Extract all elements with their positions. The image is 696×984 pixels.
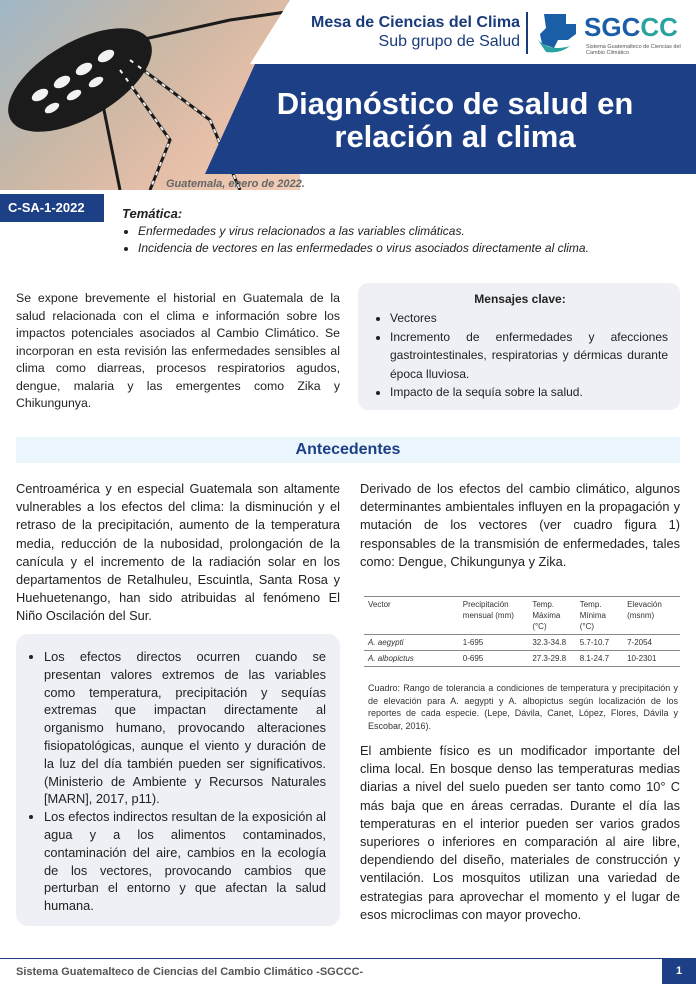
org-title-line1: Mesa de Ciencias del Clima [311, 14, 520, 31]
table-cell: 10-2301 [623, 651, 680, 667]
microclimate-paragraph: El ambiente físico es un modificador importante del clima local. En bosque denso las temperaturas medias diarias a nivel del suelo pueden ser tanto como 10° C más baja que en áreas cerradas. Durante el día las temperaturas en el interior pueden ser varios grados superiores o inferiores en comparación al aire libre, dependiendo del diseño, materiales de construcción y ventilación. Los mosquitos utilizan una variedad de estrategias para aprovechar el momento y el lugar de esos microclimas con mayor provecho. [360, 743, 680, 922]
tematica-item: • Enfermedades y virus relacionados a las variables climáticas. [138, 223, 682, 240]
page-title [245, 87, 665, 153]
table-header-cell: Elevación (msnm) [623, 597, 680, 635]
publication-date: Guatemala, enero de 2022. [166, 178, 305, 190]
table-cell: 7-2054 [623, 635, 680, 651]
effect-item: • Los efectos directos ocurren cuando se presentan valores extremos de las variables como temperatura, precipitación y sequías extremas que impactan directamente al organismo humano, provocando alteraciones fisiopatológicas, aunque el viento y duración de la luz del día también pueden ser significativos. (Ministerio de Ambiente y Recursos Naturales [MARN], 2017, p11). [44, 648, 326, 808]
table-caption: Cuadro: Rango de tolerancia a condiciones de temperatura y precipitación y de elevación para A. aegypti y A. albopictus según localización de los reportes de cada especie. (Lepe, Dávila, Canet, López, Flores, Dávila y Escobar, 2016). [368, 683, 678, 731]
effects-list [28, 648, 326, 915]
vectors-paragraph: Derivado de los efectos del cambio climático, algunos determinantes ambientales influyen en la propagación y mutación de los vectores (ver cuadro figura 1) responsables de la transmisión de enfermedades, tales como: Dengue, Chikungunya y Zika. [360, 481, 680, 569]
footer-text: Sistema Guatemalteco de Ciencias del Cambio Climático -SGCCC- [16, 966, 364, 978]
antecedentes-paragraph: Centroamérica y en especial Guatemala son altamente vulnerables a los efectos del clima: la disminución y el retraso de la precipitación, aumento de la temperatura media, reducción de la nubosidad, prolongación de la canícula y el incremento de la radiación solar en los departamentos de Retalhuleu, Escuintla, Santa Rosa y Huehuetenango, han sido atribuidas al fenómeno El Niño Oscilación del Sur. [16, 481, 340, 624]
table-header-cell: Temp. Máxima (°C) [528, 597, 575, 635]
table-cell: 0-695 [459, 651, 529, 667]
org-title-line2: Sub grupo de Salud [378, 33, 520, 50]
tematica-list [122, 223, 682, 257]
table-header-cell: Vector [364, 597, 459, 635]
sgccc-logo [536, 10, 686, 58]
key-message-item: • Incremento de enfermedades y afecciones gastrointestinales, respiratorias y dérmicas durante época lluviosa. [390, 328, 668, 384]
table-cell: A. albopictus [364, 651, 459, 667]
key-messages-box [358, 283, 680, 410]
header-divider [526, 12, 528, 54]
intro-paragraph: Se expone brevemente el historial en Guatemala de la salud relacionada con el clima e información sobre los impactos potenciales asociados al Cambio Climático. Se incorporan en esta revisión las enfermedades sensibles al clima como diarreas, procesos respiratorios agudos, dengue, malaria y las emergentes como Zika y Chikungunya. [16, 291, 340, 410]
logo-wordmark [584, 12, 678, 43]
table-cell: 1-695 [459, 635, 529, 651]
table-row [364, 635, 680, 651]
effects-box [16, 634, 340, 926]
tematica-label: Temática: [122, 206, 183, 221]
page-title-line1: Diagnóstico de salud en [276, 86, 634, 121]
page-title-line2: relación al clima [334, 119, 576, 154]
page-number: 1 [662, 959, 696, 984]
tematica-section [122, 206, 682, 257]
table-cell: 32.3-34.8 [528, 635, 575, 651]
key-messages-title: Mensajes clave: [474, 292, 566, 306]
vector-tolerance-table [364, 596, 680, 667]
table-header-cell: Temp. Mínima (°C) [576, 597, 623, 635]
logo-subtitle: Sistema Guatemalteco de Ciencias del Cambio Climático [586, 44, 681, 56]
section-heading-antecedentes: Antecedentes [16, 437, 680, 463]
key-messages-list [372, 309, 668, 402]
table-cell: 5.7-10.7 [576, 635, 623, 651]
table-cell: 27.3-29.8 [528, 651, 575, 667]
tematica-item: • Incidencia de vectores en las enfermedades o virus asociados directamente al clima. [138, 240, 682, 257]
table-cell: 8.1-24.7 [576, 651, 623, 667]
guatemala-map-icon [536, 10, 582, 56]
table-cell: A. aegypti [364, 635, 459, 651]
org-title [311, 14, 520, 51]
table-row [364, 651, 680, 667]
table-header-row [364, 597, 680, 635]
document-code-badge: C-SA-1-2022 [0, 194, 104, 222]
effect-item: • Los efectos indirectos resultan de la exposición al agua y a los alimentos contaminados, contaminación del aire, cambios en la ecología de los vectores, provocando cambios que perturban el entorno y que afectan la salud humana. [44, 808, 326, 915]
footer-divider [0, 958, 696, 959]
key-message-item: • Impacto de la sequía sobre la salud. [390, 383, 668, 402]
logo-wordmark-accent: CC [640, 12, 678, 42]
key-message-item: • Vectores [390, 309, 668, 328]
table-header-cell: Precipitación mensual (mm) [459, 597, 529, 635]
logo-wordmark-main: SGC [584, 12, 641, 42]
